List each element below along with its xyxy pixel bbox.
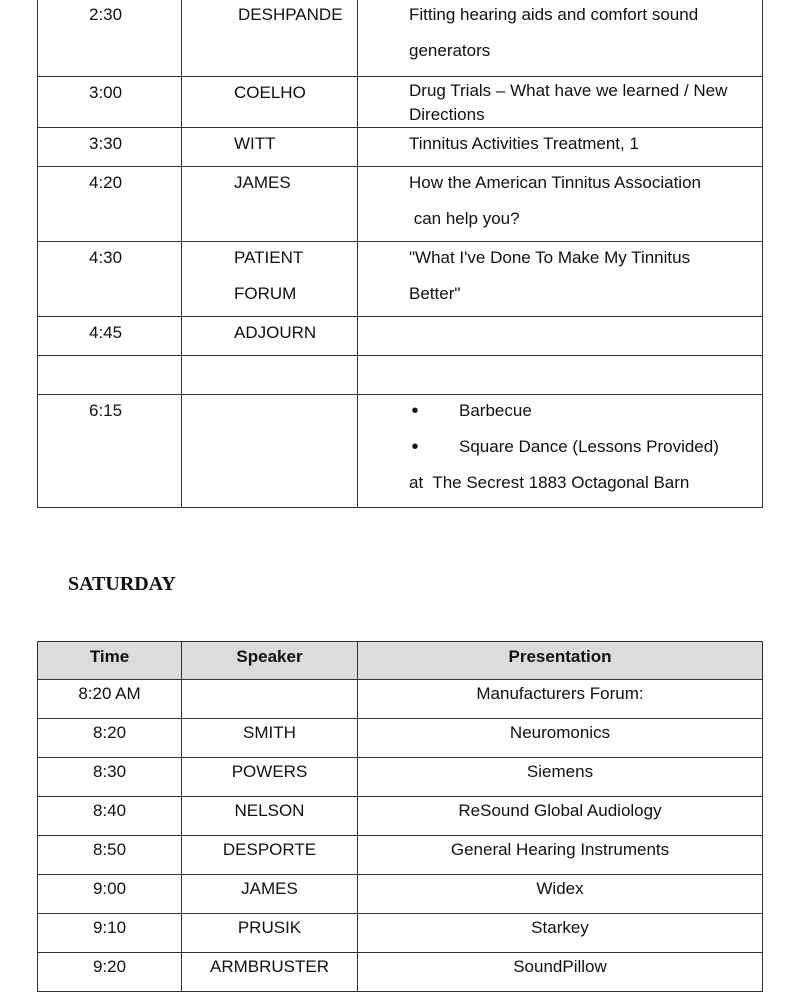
table-row bbox=[38, 77, 763, 128]
presentation-line: "What I've Done To Make My Tinnitus bbox=[409, 248, 691, 267]
time-cell bbox=[38, 356, 182, 395]
table-row bbox=[38, 0, 763, 77]
list-item bbox=[409, 393, 750, 429]
time-cell: 4:20 bbox=[38, 167, 182, 242]
presentation-cell bbox=[358, 317, 763, 356]
time-cell: 6:15 bbox=[38, 395, 182, 508]
time-cell: 8:50 bbox=[38, 836, 182, 875]
speaker-cell: POWERS bbox=[182, 758, 358, 797]
speaker-cell: COELHO bbox=[182, 77, 358, 128]
presentation-line: How the American Tinnitus Association bbox=[409, 173, 701, 192]
speaker-name: DESHPANDE bbox=[238, 5, 343, 24]
saturday-schedule-table bbox=[37, 641, 763, 992]
time-cell: 4:45 bbox=[38, 317, 182, 356]
table-row bbox=[38, 317, 763, 356]
speaker-cell: SMITH bbox=[182, 719, 358, 758]
speaker-cell bbox=[182, 356, 358, 395]
presentation-cell: Tinnitus Activities Treatment, 1 bbox=[358, 128, 763, 167]
presentation-line: Drug Trials – What have we learned / New bbox=[409, 81, 728, 100]
presentation-cell: ReSound Global Audiology bbox=[358, 797, 763, 836]
column-header-presentation: Presentation bbox=[358, 642, 763, 680]
speaker-cell: ARMBRUSTER bbox=[182, 953, 358, 992]
table-row bbox=[38, 758, 763, 797]
presentation-cell: Neuromonics bbox=[358, 719, 763, 758]
presentation-cell: Starkey bbox=[358, 914, 763, 953]
location-text: at The Secrest 1883 Octagonal Barn bbox=[409, 473, 690, 492]
speaker-cell: PRUSIK bbox=[182, 914, 358, 953]
table-row bbox=[38, 719, 763, 758]
list-item bbox=[409, 429, 750, 465]
presentation-cell: SoundPillow bbox=[358, 953, 763, 992]
list-item-text: Square Dance (Lessons Provided) bbox=[459, 437, 719, 456]
time-cell: 4:30 bbox=[38, 242, 182, 317]
bullet-icon: • bbox=[411, 436, 419, 458]
table-row bbox=[38, 167, 763, 242]
table-row bbox=[38, 797, 763, 836]
time-cell: 8:30 bbox=[38, 758, 182, 797]
bullet-icon: • bbox=[411, 400, 419, 422]
presentation-line: Fitting hearing aids and comfort sound bbox=[409, 5, 699, 24]
time-cell: 2:30 bbox=[38, 0, 182, 77]
presentation-cell bbox=[358, 77, 763, 128]
table-row bbox=[38, 356, 763, 395]
presentation-cell bbox=[358, 356, 763, 395]
presentation-line: Directions bbox=[409, 105, 485, 124]
speaker-cell: WITT bbox=[182, 128, 358, 167]
presentation-cell bbox=[358, 395, 763, 508]
time-cell: 9:00 bbox=[38, 875, 182, 914]
speaker-cell bbox=[182, 395, 358, 508]
table-row bbox=[38, 953, 763, 992]
presentation-cell bbox=[358, 167, 763, 242]
speaker-name: FORUM bbox=[234, 284, 297, 303]
speaker-name: PATIENT bbox=[234, 248, 304, 267]
list-item-text: Barbecue bbox=[459, 401, 532, 420]
time-cell: 8:20 AM bbox=[38, 680, 182, 719]
time-cell: 3:30 bbox=[38, 128, 182, 167]
speaker-cell bbox=[182, 242, 358, 317]
table-row bbox=[38, 875, 763, 914]
speaker-cell: NELSON bbox=[182, 797, 358, 836]
speaker-cell: JAMES bbox=[182, 167, 358, 242]
presentation-line: generators bbox=[409, 41, 491, 60]
table-row bbox=[38, 914, 763, 953]
speaker-cell bbox=[182, 680, 358, 719]
time-cell: 8:20 bbox=[38, 719, 182, 758]
speaker-cell: ADJOURN bbox=[182, 317, 358, 356]
presentation-cell: Siemens bbox=[358, 758, 763, 797]
time-cell: 9:10 bbox=[38, 914, 182, 953]
time-cell: 9:20 bbox=[38, 953, 182, 992]
presentation-cell: Widex bbox=[358, 875, 763, 914]
speaker-cell bbox=[182, 0, 358, 77]
presentation-line: can help you? bbox=[409, 209, 520, 228]
table-row bbox=[38, 128, 763, 167]
time-cell: 3:00 bbox=[38, 77, 182, 128]
time-cell: 8:40 bbox=[38, 797, 182, 836]
presentation-cell: General Hearing Instruments bbox=[358, 836, 763, 875]
column-header-time: Time bbox=[38, 642, 182, 680]
table-row bbox=[38, 836, 763, 875]
presentation-cell bbox=[358, 242, 763, 317]
presentation-line: Better" bbox=[409, 284, 461, 303]
table-row bbox=[38, 680, 763, 719]
bullet-list bbox=[409, 393, 750, 465]
table-row bbox=[38, 242, 763, 317]
presentation-cell bbox=[358, 0, 763, 77]
table-header-row bbox=[38, 642, 763, 680]
column-header-speaker: Speaker bbox=[182, 642, 358, 680]
section-heading: SATURDAY bbox=[68, 573, 176, 595]
friday-schedule-table bbox=[37, 0, 763, 508]
speaker-cell: JAMES bbox=[182, 875, 358, 914]
speaker-cell: DESPORTE bbox=[182, 836, 358, 875]
presentation-cell: Manufacturers Forum: bbox=[358, 680, 763, 719]
table-row bbox=[38, 395, 763, 508]
